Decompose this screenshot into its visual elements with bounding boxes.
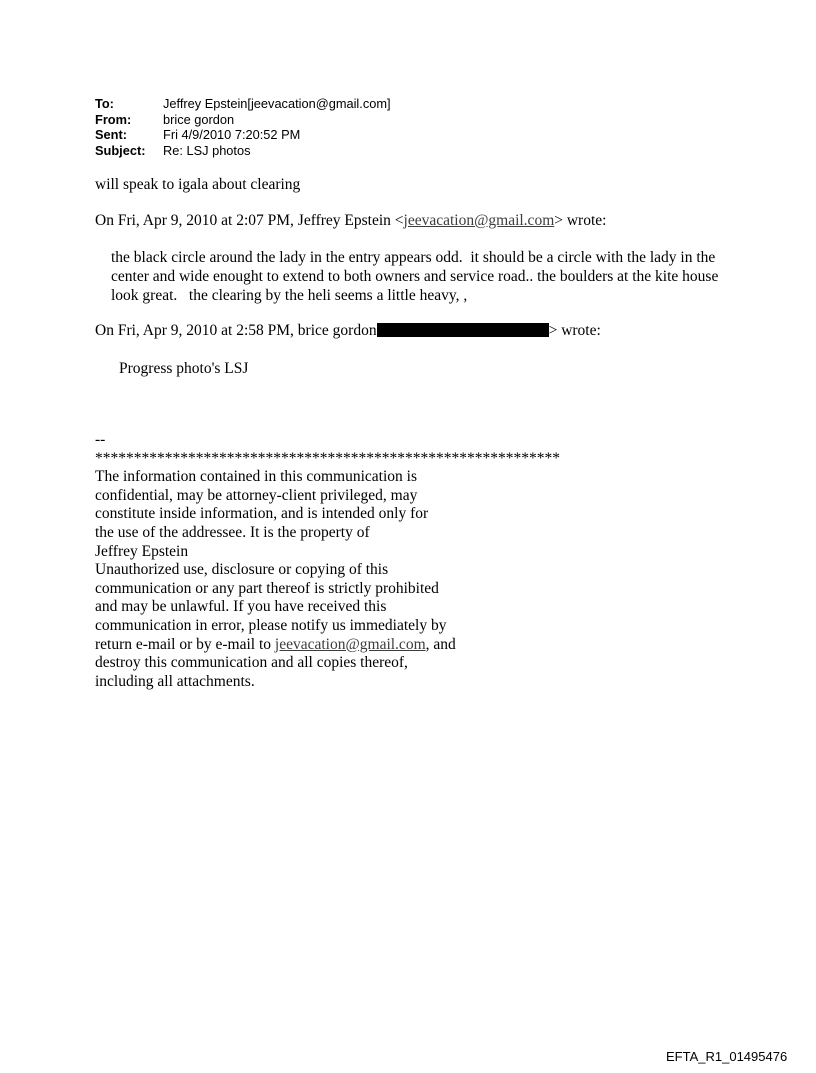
disclaimer-line: communication in error, please notify us immediately by	[95, 616, 447, 634]
signature-block	[95, 431, 750, 691]
subject-value: Re: LSJ photos	[163, 142, 251, 158]
reply2-attribution-suffix: > wrote:	[548, 322, 601, 339]
disclaimer-line: The information contained in this communication is	[95, 468, 417, 486]
disclaimer-line: communication or any part thereof is strictly prohibited	[95, 579, 439, 597]
from-value: brice gordon	[163, 111, 235, 127]
redaction-bar	[377, 323, 549, 337]
disclaimer-line: destroy this communication and all copies thereof,	[95, 654, 408, 672]
message-opening-line: will speak to igala about clearing	[95, 176, 301, 193]
quoted-message-1: the black circle around the lady in the entry appears odd. it should be a circle with the lady in the center and wide enought to extend to both owners and service road.. the boulders at the kite house look great. the clearing by the heli seems a little heavy, ,	[111, 249, 723, 304]
reply1-attribution-prefix: On Fri, Apr 9, 2010 at 2:07 PM, Jeffrey Epstein <	[95, 212, 404, 229]
disclaimer-line: the use of the addressee. It is the property of	[95, 523, 370, 541]
email-header	[95, 96, 750, 158]
to-label: To:	[95, 96, 114, 111]
email-content	[95, 96, 750, 691]
header-row-subject	[95, 143, 750, 159]
from-label: From:	[95, 111, 132, 127]
disclaimer-line: constitute inside information, and is intended only for	[95, 505, 429, 523]
to-value: Jeffrey Epstein[jeevacation@gmail.com]	[163, 96, 391, 111]
quoted-message-2: Progress photo's LSJ	[119, 360, 249, 377]
reply2-attribution-prefix: On Fri, Apr 9, 2010 at 2:58 PM, brice gordon	[95, 322, 377, 339]
signature-separator: --	[95, 431, 106, 448]
email-link[interactable]: jeevacation@gmail.com	[403, 212, 555, 229]
subject-label: Subject:	[95, 142, 146, 158]
disclaimer-line: Jeffrey Epstein	[95, 542, 189, 560]
disclaimer-line: Unauthorized use, disclosure or copying of this	[95, 561, 389, 579]
header-row-from	[95, 112, 750, 128]
sent-value: Fri 4/9/2010 7:20:52 PM	[163, 127, 301, 142]
signature-asterisk-line: ************************************************************	[95, 449, 560, 467]
reply1-attribution-line	[95, 211, 750, 230]
email-link[interactable]: jeevacation@gmail.com	[274, 635, 426, 653]
reply1-attribution-suffix: > wrote:	[554, 212, 607, 229]
disclaimer-email-line	[95, 636, 750, 655]
disclaimer-line: confidential, may be attorney-client privileged, may	[95, 486, 418, 504]
header-row-sent	[95, 127, 750, 143]
disclaimer-email-prefix: return e-mail or by e-mail to	[95, 635, 275, 653]
disclaimer-line: and may be unlawful. If you have received this	[95, 598, 387, 616]
disclaimer-email-suffix: , and	[425, 635, 456, 653]
bates-number: EFTA_R1_01495476	[666, 1049, 788, 1064]
header-row-to	[95, 96, 750, 112]
disclaimer-line: including all attachments.	[95, 672, 255, 690]
sent-label: Sent:	[95, 127, 127, 142]
reply2-attribution-line	[95, 321, 750, 340]
